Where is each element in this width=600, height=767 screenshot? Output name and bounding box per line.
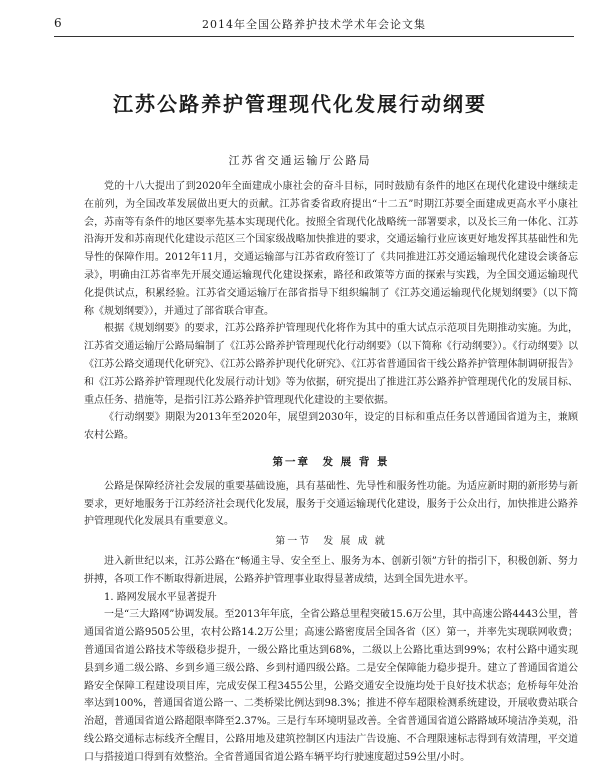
article-body (84, 178, 578, 767)
paragraph-background: 公路是保障经济社会发展的重要基础设施，具有基础性、先导性和服务性功能。为适应新时期的新形势与新要求，更好地服务于江苏经济社会现代化发展，服务于交通运输现代化建设，服务于公众出行，加快推进公路养护管理现代化发展具有重要意义。 (84, 480, 578, 528)
paragraph-network: 一是“三大路网”协调发展。至2013年年底，全省公路总里程突破15.6万公里，其中高速公路4443公里，普通国省道公路9505公里，农村公路14.2万公里；高速公路密度居全国各省（区）第一，并率先实现联网收费；普通国省道公路技术等级稳步提升，一级公路比重达到68%，二级以上公路比重达到99%；农村公路中通实现县到乡通二级公路、乡到乡通三级公路、乡到村通四级公路。二是安全保障能力稳步提升。建立了普通国省道公路安全保障工程建设项目库，完成安保工程3455公里，公路交通安全设施均处于良好技术状态；危桥每年处治率达到100%，普通国省道公路一、二类桥梁比例达到98.3%；推进不停车超限检测系统建设，开展收费站联合治超，普通国省道公路超限率降至2.37%。三是行车环境明显改善。全省普通国省道公路路域环境洁净美观，沿线公路交通标志标线齐全醒目，公路用地及建筑控制区内违法广告设施、不合理限速标志得到有效清理，平交道口与搭接道口得到有效整治。全省普通国省道公路车辆平均行驶速度超过59公里/小时。 (84, 609, 578, 763)
section-heading: 第一节 发 展 成 就 (275, 536, 387, 548)
journal-title: 2014年全国公路养护技术学术年会论文集 (202, 18, 426, 31)
paragraph-outline: 根据《规划纲要》的要求，江苏公路养护管理现代化将作为其中的重大试点示范项目先期推动实施。为此，江苏省交通运输厅公路局编制了《江苏公路养护管理现代化行动纲要》（以下简称《行动纲要》）。《行动纲要》以《江苏公路交通现代化研究》、《江苏公路养护现代化研究》、《江苏省普通国省干线公路养护管理体制调研报告》和《江苏公路养护管理现代化发展行动计划》等为依据，研究提出了推进江苏公路养护管理现代化的发展目标、重点任务、措施等，是指引江苏公路养护管理现代化建设的主要依据。 (84, 323, 578, 406)
chapter-heading: 第一章 发 展 背 景 (272, 455, 390, 468)
author-affiliation: 江苏省交通运输厅公路局 (228, 154, 372, 167)
subsection-heading: 1. 路网发展水平显著提升 (104, 591, 217, 603)
running-header (54, 14, 574, 37)
page-number: 6 (54, 16, 62, 30)
paragraph-achievements: 进入新世纪以来，江苏公路在“畅通主导、安全至上、服务为本、创新引领”方针的指引下，积极创新、努力拼搏，各项工作不断取得新进展，公路养护管理事业取得显著成绩，达到全国先进水平。 (84, 555, 578, 585)
paragraph-scope: 《行动纲要》期限为2013年至2020年，展望到2030年，设定的目标和重点任务以普通国省道为主，兼顾农村公路。 (84, 412, 578, 442)
paragraph-intro: 党的十八大提出了到2020年全面建成小康社会的奋斗目标，同时鼓励有条件的地区在现代化建设中继续走在前列，为全国改革发展做出更大的贡献。江苏省委省政府提出“十二五”时期江苏要全面建成更高水平小康社会，苏南等有条件的地区要率先基本实现现代化。按照全省现代化战略统一部署要求，以及长三角一体化、江苏沿海开发和苏南现代化建设示范区三个国家级战略加快推进的要求，交通运输行业应该更好地发挥其基础性和先导性的保障作用。2012年11月，交通运输部与江苏省政府签订了《共同推进江苏交通运输现代化建设会谈备忘录》，明确由江苏省率先开展交通运输现代化建设探索，路径和政策等方面的探索与实践，为全国交通运输现代化提供试点，积累经验。江苏省交通运输厅在部省指导下组织编制了《江苏交通运输现代化规划纲要》（以下简称《规划纲要》），并通过了部省联合审查。 (84, 181, 578, 317)
article-title: 江苏公路养护管理现代化发展行动纲要 (113, 92, 487, 116)
